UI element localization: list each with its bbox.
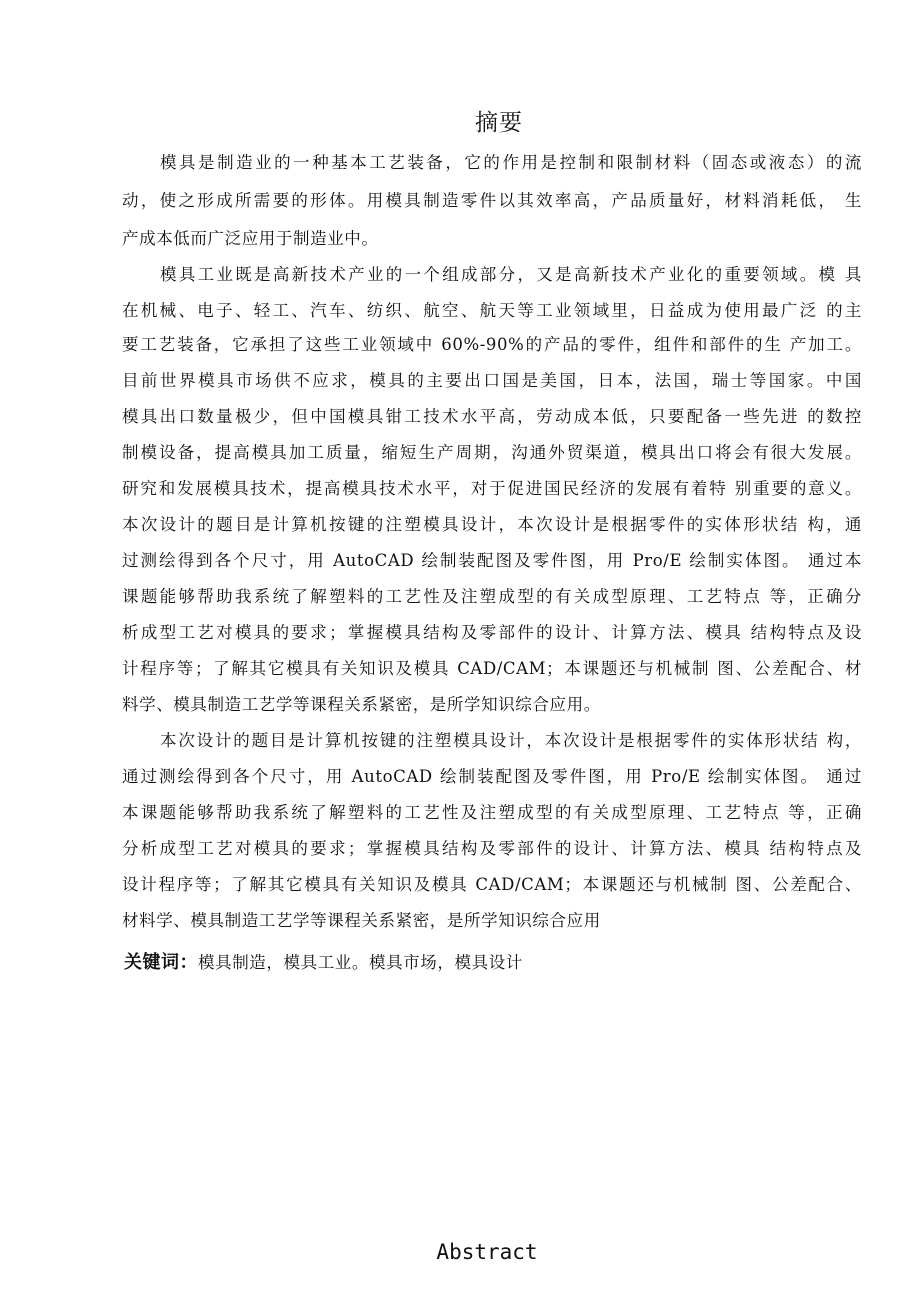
paragraph-2-line-5: 模具出口数量极少，但中国模具钳工技术水平高，劳动成本低，只要配备一些先进 的数控 (122, 407, 862, 426)
keywords-label: 关键词： (124, 952, 198, 973)
paragraph-1-line-1: 模具是制造业的一种基本工艺装备，它的作用是控制和限制材料（固态或液态）的流 (160, 153, 862, 172)
keywords-text: 模具制造，模具工业。模具市场，模具设计 (198, 953, 523, 972)
paragraph-2-line-8: 本次设计的题目是计算机按键的注塑模具设计，本次设计是根据零件的实体形状结 构，通 (122, 515, 862, 534)
paragraph-2-line-11: 析成型工艺对模具的要求；掌握模具结构及零部件的设计、计算方法、模具 结构特点及设 (122, 623, 862, 642)
paragraph-2-line-13: 料学、模具制造工艺学等课程关系紧密，是所学知识综合应用。 (122, 695, 601, 714)
paragraph-2-line-7: 研究和发展模具技术，提高模具技术水平，对于促进国民经济的发展有着特 别重要的意义。 (122, 479, 862, 498)
paragraph-1-line-2: 动，使之形成所需要的形体。用模具制造零件以其效率高，产品质量好，材料消耗低， 生 (122, 191, 862, 210)
paragraph-2-line-6: 制模设备，提高模具加工质量，缩短生产周期，沟通外贸渠道，模具出口将会有很大发展。 (122, 443, 862, 462)
paragraph-3-line-2: 通过测绘得到各个尺寸，用 AutoCAD 绘制装配图及零件图，用 Pro/E 绘制实体图。 通过 (122, 767, 862, 786)
paragraph-2-line-1: 模具工业既是高新技术产业的一个组成部分，又是高新技术产业化的重要领域。模 具 (160, 265, 862, 284)
paragraph-2-line-2: 在机械、电子、轻工、汽车、纺织、航空、航天等工业领域里，日益成为使用最广泛 的主 (122, 301, 862, 320)
paragraph-3-line-3: 本课题能够帮助我系统了解塑料的工艺性及注塑成型的有关成型原理、工艺特点 等，正确 (122, 803, 862, 822)
paragraph-3-line-1: 本次设计的题目是计算机按键的注塑模具设计，本次设计是根据零件的实体形状结 构， (160, 731, 862, 750)
paragraph-2-line-3: 要工艺装备，它承担了这些工业领域中 60%-90%的产品的零件，组件和部件的生 产加工。 (122, 335, 862, 354)
paragraph-2-line-10: 课题能够帮助我系统了解塑料的工艺性及注塑成型的有关成型原理、工艺特点 等，正确分 (122, 587, 862, 606)
page-title: 摘要 (475, 110, 523, 136)
paragraph-3-line-4: 分析成型工艺对模具的要求；掌握模具结构及零部件的设计、计算方法、模具 结构特点及 (122, 839, 862, 858)
abstract-heading: Abstract (436, 1240, 538, 1264)
paragraph-2-line-12: 计程序等；了解其它模具有关知识及模具 CAD/CAM；本课题还与机械制 图、公差配合、材 (122, 659, 862, 678)
paragraph-1-line-3: 产成本低而广泛应用于制造业中。 (122, 229, 379, 248)
paragraph-2-line-4: 目前世界模具市场供不应求，模具的主要出口国是美国，日本，法国，瑞士等国家。中国 (122, 371, 862, 390)
keywords-line (124, 948, 523, 978)
paragraph-3-line-5: 设计程序等；了解其它模具有关知识及模具 CAD/CAM；本课题还与机械制 图、公差配合、 (122, 875, 862, 894)
paragraph-3-line-6: 材料学、模具制造工艺学等课程关系紧密，是所学知识综合应用 (122, 911, 601, 930)
paragraph-2-line-9: 过测绘得到各个尺寸，用 AutoCAD 绘制装配图及零件图，用 Pro/E 绘制实体图。 通过本 (122, 551, 862, 570)
